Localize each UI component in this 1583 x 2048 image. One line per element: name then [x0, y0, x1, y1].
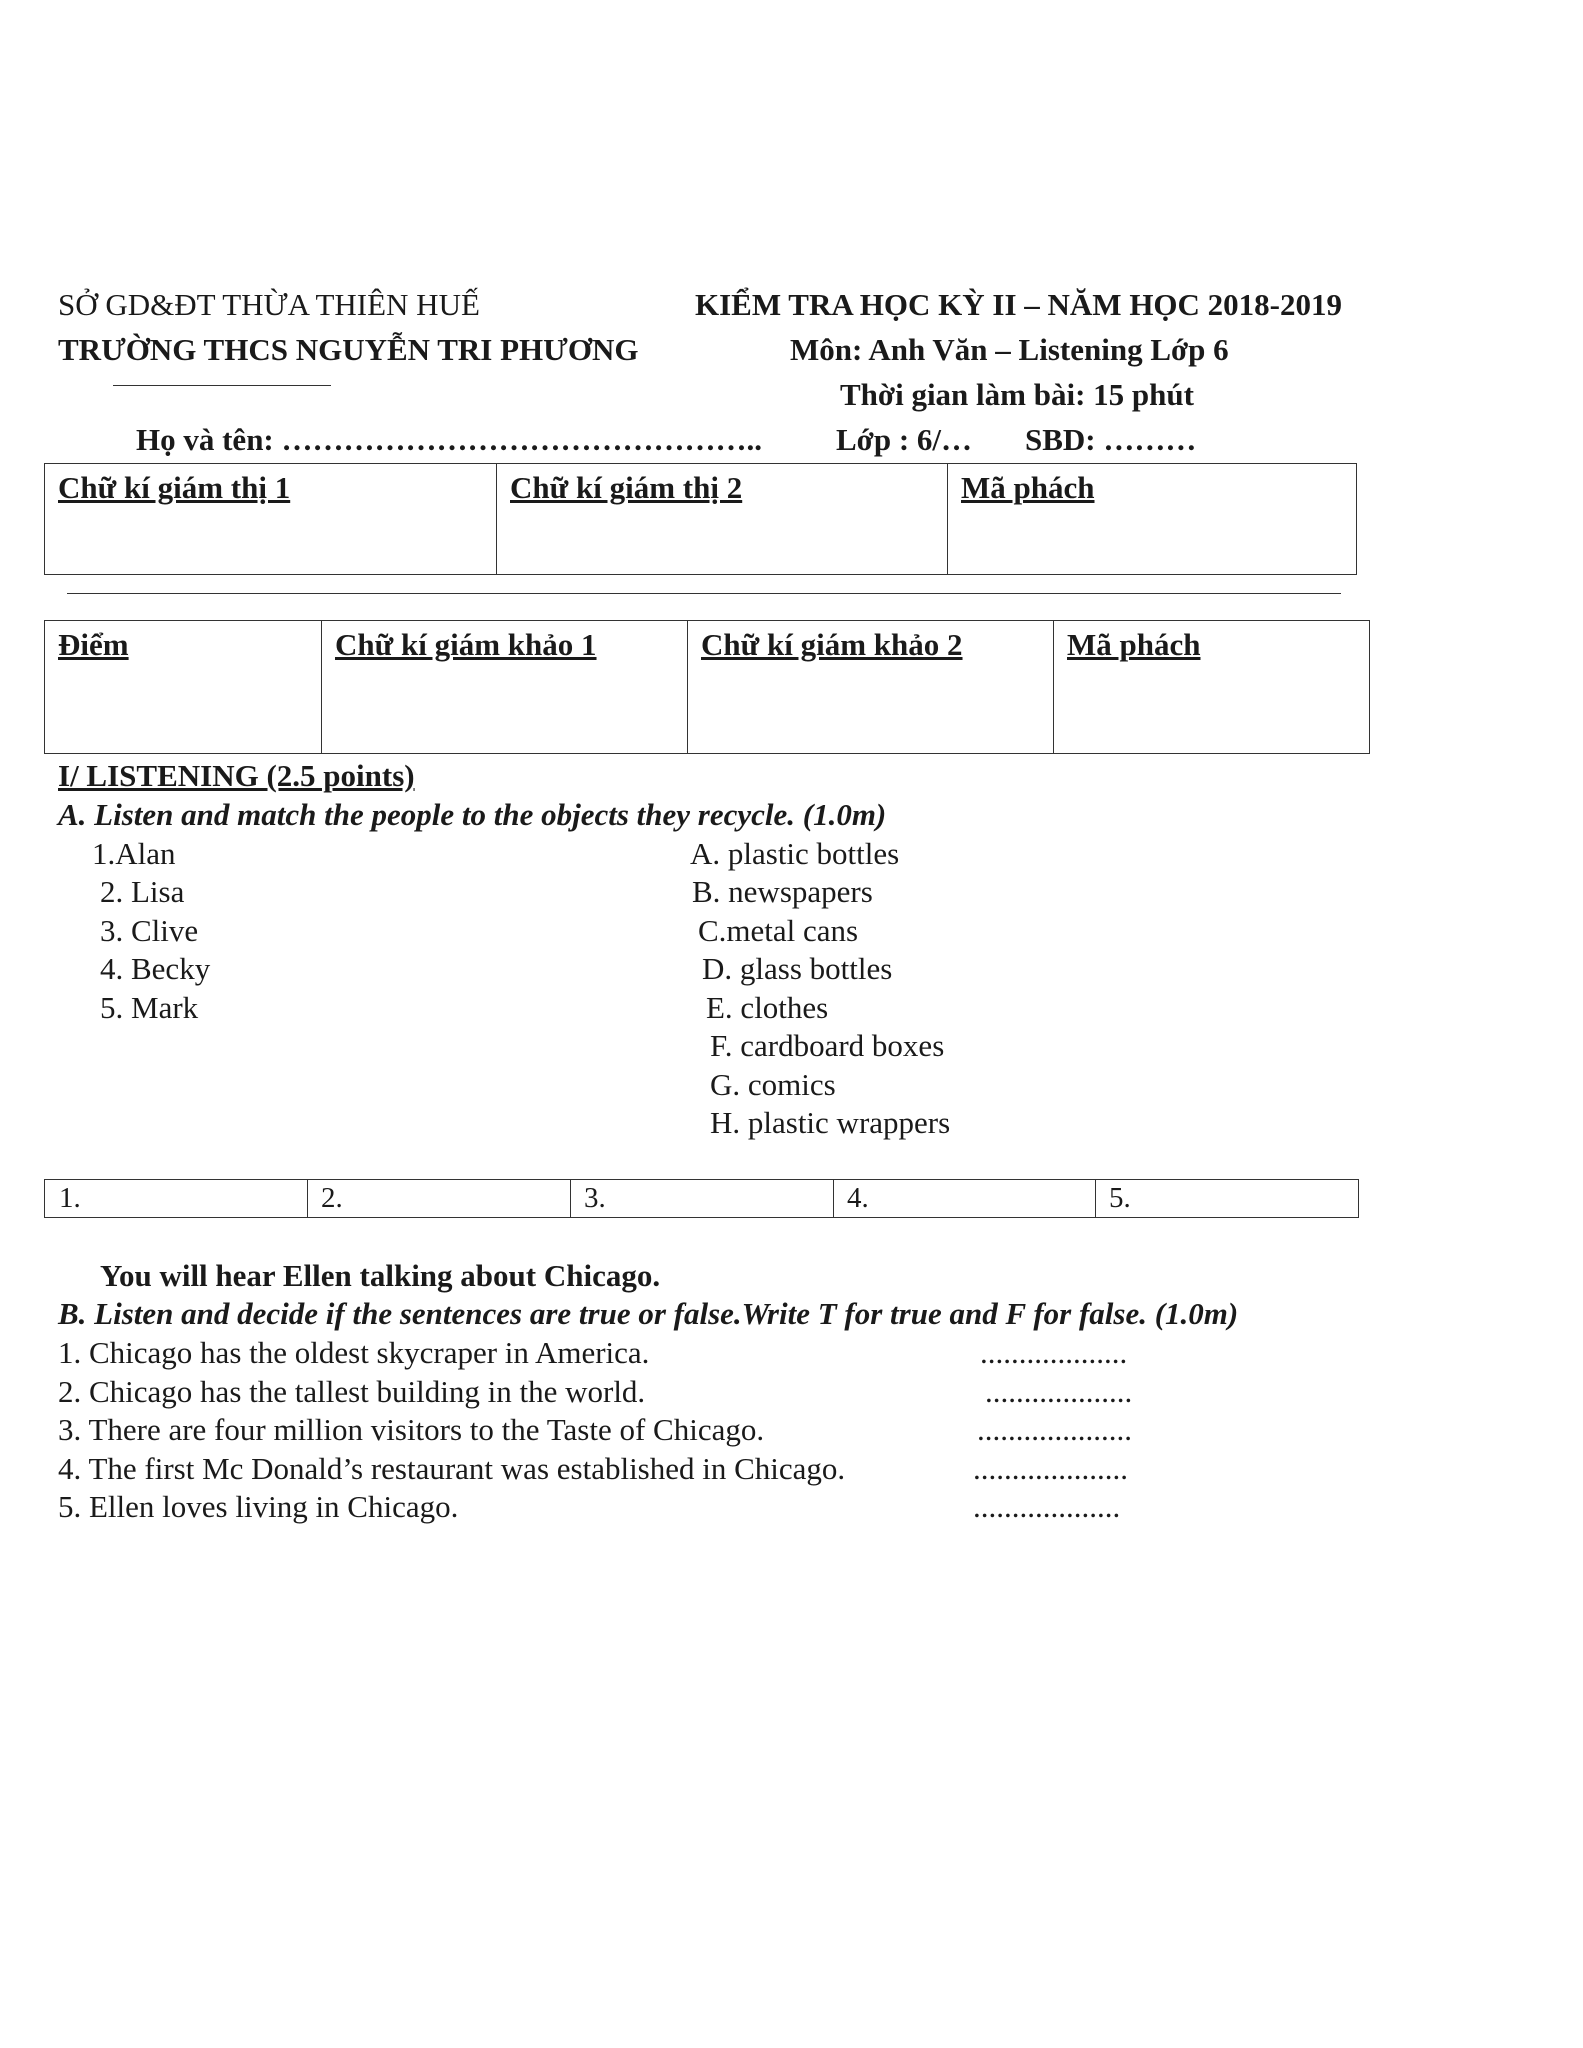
- table-divider: [321, 621, 322, 753]
- answer-blank: ...................: [980, 1335, 1128, 1370]
- code-label: Mã phách: [961, 470, 1095, 505]
- table-divider: [687, 621, 688, 753]
- exam-duration: Thời gian làm bài: 15 phút: [840, 377, 1194, 412]
- score-label: Điểm: [58, 627, 129, 662]
- proctor-1-label: Chữ kí giám thị 1: [58, 470, 291, 505]
- table-divider: [307, 1180, 308, 1217]
- grader-table: [44, 620, 1370, 754]
- answer-cell: 4.: [847, 1182, 869, 1214]
- section-title: I/ LISTENING (2.5 points): [58, 758, 415, 793]
- proctor-signature-table: [44, 463, 1357, 575]
- statement-text: 3. There are four million visitors to the Taste of Chicago.: [58, 1412, 765, 1447]
- object-item: H. plastic wrappers: [710, 1105, 951, 1140]
- answer-blank: ....................: [977, 1412, 1132, 1447]
- object-item: G. comics: [710, 1067, 836, 1102]
- table-divider: [947, 464, 948, 574]
- object-item: D. glass bottles: [702, 951, 893, 986]
- object-item: F. cardboard boxes: [710, 1028, 945, 1063]
- statement-text: 5. Ellen loves living in Chicago.: [58, 1489, 459, 1524]
- part-b-instruction: B. Listen and decide if the sentences are true or false.Write T for true and F for false. (1.0m): [58, 1296, 1239, 1331]
- object-item: B. newspapers: [692, 874, 873, 909]
- answer-blank: ...................: [985, 1374, 1133, 1409]
- proctor-2-label: Chữ kí giám thị 2: [510, 470, 743, 505]
- table-divider: [1095, 1180, 1096, 1217]
- answer-blank: ...................: [973, 1489, 1121, 1524]
- person-item: 4. Becky: [100, 951, 211, 986]
- school-name: TRƯỜNG THCS NGUYỄN TRI PHƯƠNG: [58, 332, 639, 367]
- answer-grid: [44, 1179, 1359, 1218]
- object-item: E. clothes: [706, 990, 829, 1025]
- person-item: 5. Mark: [100, 990, 199, 1025]
- answer-cell: 2.: [321, 1182, 343, 1214]
- part-b-intro: You will hear Ellen talking about Chicago.: [100, 1258, 661, 1293]
- exam-subject: Môn: Anh Văn – Listening Lớp 6: [790, 332, 1229, 367]
- answer-cell: 5.: [1109, 1182, 1131, 1214]
- part-a-instruction: A. Listen and match the people to the objects they recycle. (1.0m): [58, 797, 887, 832]
- class-field: Lớp : 6/…: [836, 422, 973, 457]
- department-name: SỞ GD&ĐT THỪA THIÊN HUẾ: [58, 287, 480, 322]
- person-item: 2. Lisa: [100, 874, 185, 909]
- statement-text: 1. Chicago has the oldest skycraper in America.: [58, 1335, 650, 1370]
- table-divider: [570, 1180, 571, 1217]
- grader-2-label: Chữ kí giám khảo 2: [701, 627, 963, 662]
- person-item: 3. Clive: [100, 913, 199, 948]
- table-divider: [833, 1180, 834, 1217]
- student-name-field: Họ và tên: ………………………………………..: [136, 422, 763, 457]
- exam-title: KIỂM TRA HỌC KỲ II – NĂM HỌC 2018-2019: [695, 287, 1343, 322]
- answer-blank: ....................: [973, 1451, 1128, 1486]
- statement-text: 2. Chicago has the tallest building in the world.: [58, 1374, 646, 1409]
- answer-cell: 3.: [584, 1182, 606, 1214]
- cut-line: [67, 593, 1341, 594]
- table-divider: [1053, 621, 1054, 753]
- header-divider: [113, 385, 331, 386]
- object-item: A. plastic bottles: [690, 836, 900, 871]
- grader-1-label: Chữ kí giám khảo 1: [335, 627, 597, 662]
- code-label: Mã phách: [1067, 627, 1201, 662]
- statement-text: 4. The first Mc Donald’s restaurant was established in Chicago.: [58, 1451, 846, 1486]
- table-divider: [496, 464, 497, 574]
- sbd-field: SBD: ………: [1025, 422, 1197, 457]
- object-item: C.metal cans: [698, 913, 859, 948]
- person-item: 1.Alan: [92, 836, 176, 871]
- answer-cell: 1.: [59, 1182, 81, 1214]
